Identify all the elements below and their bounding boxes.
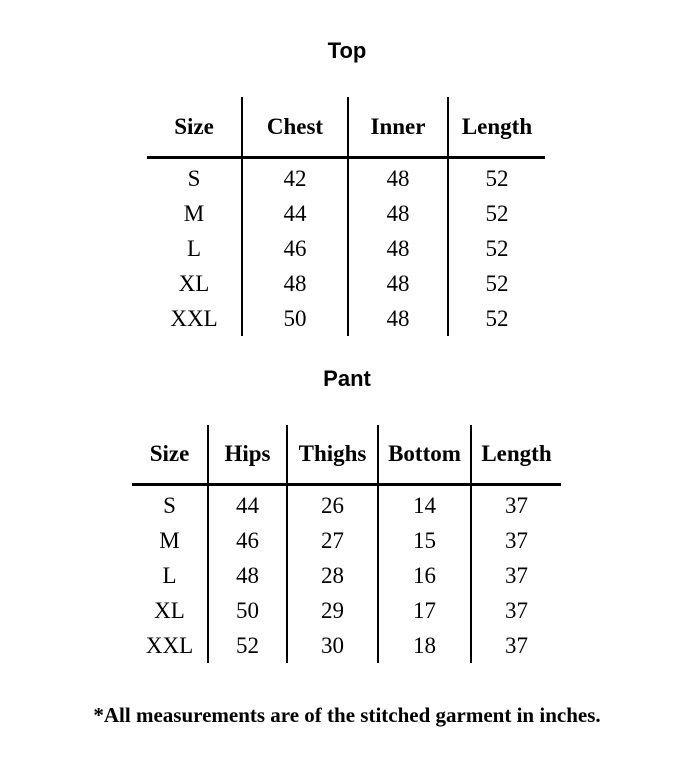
table-cell: 46 — [242, 231, 348, 266]
table-row — [147, 301, 545, 336]
table-cell: 37 — [471, 523, 561, 558]
column-header: Size — [147, 97, 242, 158]
table-cell: 14 — [378, 485, 471, 524]
table-cell: 52 — [448, 266, 545, 301]
size-cell: L — [162, 562, 177, 588]
size-cell: XL — [178, 270, 210, 296]
table-cell: 46 — [208, 523, 287, 558]
table-cell: 42 — [242, 158, 348, 197]
table-cell: 44 — [208, 485, 287, 524]
table-cell: 48 — [348, 158, 448, 197]
size-cell: M — [159, 527, 180, 553]
table-header-row — [147, 97, 545, 158]
table-cell: 48 — [208, 558, 287, 593]
column-header: Chest — [242, 97, 348, 158]
table-cell: 37 — [471, 628, 561, 663]
table-cell: 37 — [471, 558, 561, 593]
pant-title: Pant — [323, 366, 371, 391]
table-row — [147, 158, 545, 197]
top-size-table — [147, 97, 545, 336]
size-cell: L — [186, 235, 202, 261]
table-cell: 37 — [471, 593, 561, 628]
table-cell: 37 — [471, 485, 561, 524]
size-cell: S — [163, 492, 176, 518]
table-row — [147, 196, 545, 231]
table-cell: 50 — [208, 593, 287, 628]
size-cell: M — [183, 200, 205, 226]
column-header: Size — [132, 425, 208, 485]
table-cell: 52 — [208, 628, 287, 663]
table-cell: 48 — [348, 231, 448, 266]
table-row — [132, 523, 561, 558]
table-cell: 50 — [242, 301, 348, 336]
table-row — [132, 593, 561, 628]
table-cell: 18 — [378, 628, 471, 663]
table-row — [147, 231, 545, 266]
table-row — [132, 628, 561, 663]
table-row — [147, 266, 545, 301]
size-cell: XL — [154, 597, 185, 623]
size-cell: XXL — [145, 632, 194, 658]
table-row — [132, 558, 561, 593]
column-header: Length — [471, 425, 561, 485]
table-cell: 52 — [448, 196, 545, 231]
pant-size-table — [132, 425, 561, 663]
table-cell: 27 — [287, 523, 378, 558]
table-cell: 48 — [242, 266, 348, 301]
table-cell: 48 — [348, 266, 448, 301]
table-row — [132, 485, 561, 524]
measurement-footnote: *All measurements are of the stitched garment in inches. — [93, 703, 601, 727]
top-title: Top — [327, 38, 367, 63]
table-cell: 26 — [287, 485, 378, 524]
table-cell: 15 — [378, 523, 471, 558]
table-cell: 44 — [242, 196, 348, 231]
table-cell: 28 — [287, 558, 378, 593]
table-cell: 52 — [448, 301, 545, 336]
column-header: Hips — [208, 425, 287, 485]
size-cell: XXL — [170, 305, 218, 331]
table-cell: 30 — [287, 628, 378, 663]
table-cell: 48 — [348, 196, 448, 231]
column-header: Inner — [348, 97, 448, 158]
table-cell: 16 — [378, 558, 471, 593]
table-cell: 52 — [448, 158, 545, 197]
table-cell: 17 — [378, 593, 471, 628]
column-header: Thighs — [287, 425, 378, 485]
table-cell: 52 — [448, 231, 545, 266]
size-cell: S — [187, 165, 201, 191]
column-header: Length — [448, 97, 545, 158]
table-cell: 48 — [348, 301, 448, 336]
table-header-row — [132, 425, 561, 485]
column-header: Bottom — [378, 425, 471, 485]
table-cell: 29 — [287, 593, 378, 628]
